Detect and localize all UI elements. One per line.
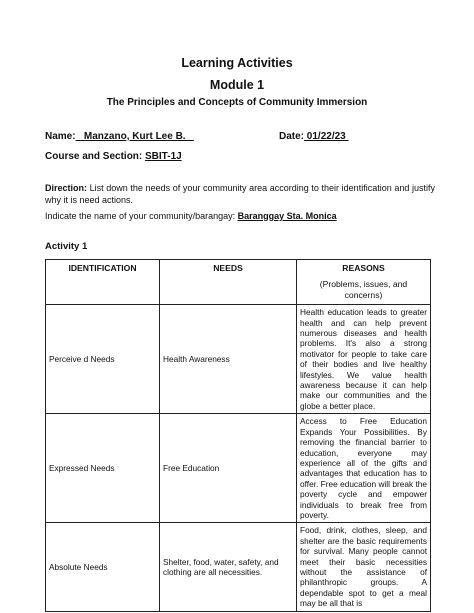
direction-text: List down the needs of your community area according to their identification and justify why it is need actions. <box>45 183 435 205</box>
activity-title: Activity 1 <box>45 241 88 252</box>
header-reasons-subtitle: (Problems, issues, and concerns) <box>319 279 408 300</box>
date-label: Date: <box>279 131 305 142</box>
row-needs: Free Education <box>160 414 297 523</box>
table-header-row <box>46 260 431 305</box>
module-heading: Module 1 <box>209 78 265 92</box>
name-label: Name: <box>45 131 76 142</box>
row-identification: Absolute Needs <box>46 523 160 611</box>
direction-label: Direction: <box>45 183 88 193</box>
activity-table <box>45 259 431 612</box>
header-reasons: REASONS <box>342 263 385 273</box>
page-title: Learning Activities <box>181 56 293 70</box>
header-reasons-cell <box>297 260 431 305</box>
row-identification: Expressed Needs <box>46 414 160 523</box>
course-line <box>45 151 182 162</box>
module-subtitle: The Principles and Concepts of Community Immersion <box>106 97 368 108</box>
table-row <box>46 523 431 611</box>
row-reasons: Food, drink, clothes, sleep, and shelter are the basic requirements for survival. Many people cannot meet their basic necessities without the assistance of philanthropic groups. A dependable spot to get a meal may be all that is <box>297 523 431 611</box>
community-line <box>45 211 435 223</box>
header-needs: NEEDS <box>160 260 297 305</box>
row-reasons: Access to Free Education Expands Your Possibilities. By removing the financial barrier to education, everyone may experience all of the gifts and advantages that education has to offer. Free education will break the poverty cycle and empower individuals to break free from poverty. <box>297 414 431 523</box>
row-needs: Shelter, food, water, safety, and clothing are all necessities. <box>160 523 297 611</box>
table-row <box>46 305 431 414</box>
table-row <box>46 414 431 523</box>
header-identification: IDENTIFICATION <box>46 260 160 305</box>
name-line <box>45 131 194 142</box>
row-needs: Health Awareness <box>160 305 297 414</box>
name-value: Manzano, Kurt Lee B. <box>75 131 194 142</box>
course-value: SBIT-1J <box>145 151 182 162</box>
community-label: Indicate the name of your community/barangay: <box>45 211 238 221</box>
course-label: Course and Section: <box>45 151 146 162</box>
direction-paragraph <box>45 183 435 206</box>
date-line <box>279 131 349 142</box>
row-reasons: Health education leads to greater health and can help prevent numerous diseases and health problems. It's also a strong motivator for people to take care of their bodies and live healthy lifestyles. We value health awareness because it can help make our communities and the globe a better place. <box>297 305 431 414</box>
row-identification: Perceive d Needs <box>46 305 160 414</box>
date-value: 01/22/23 <box>304 131 349 142</box>
community-value: Baranggay Sta. Monica <box>237 211 337 221</box>
